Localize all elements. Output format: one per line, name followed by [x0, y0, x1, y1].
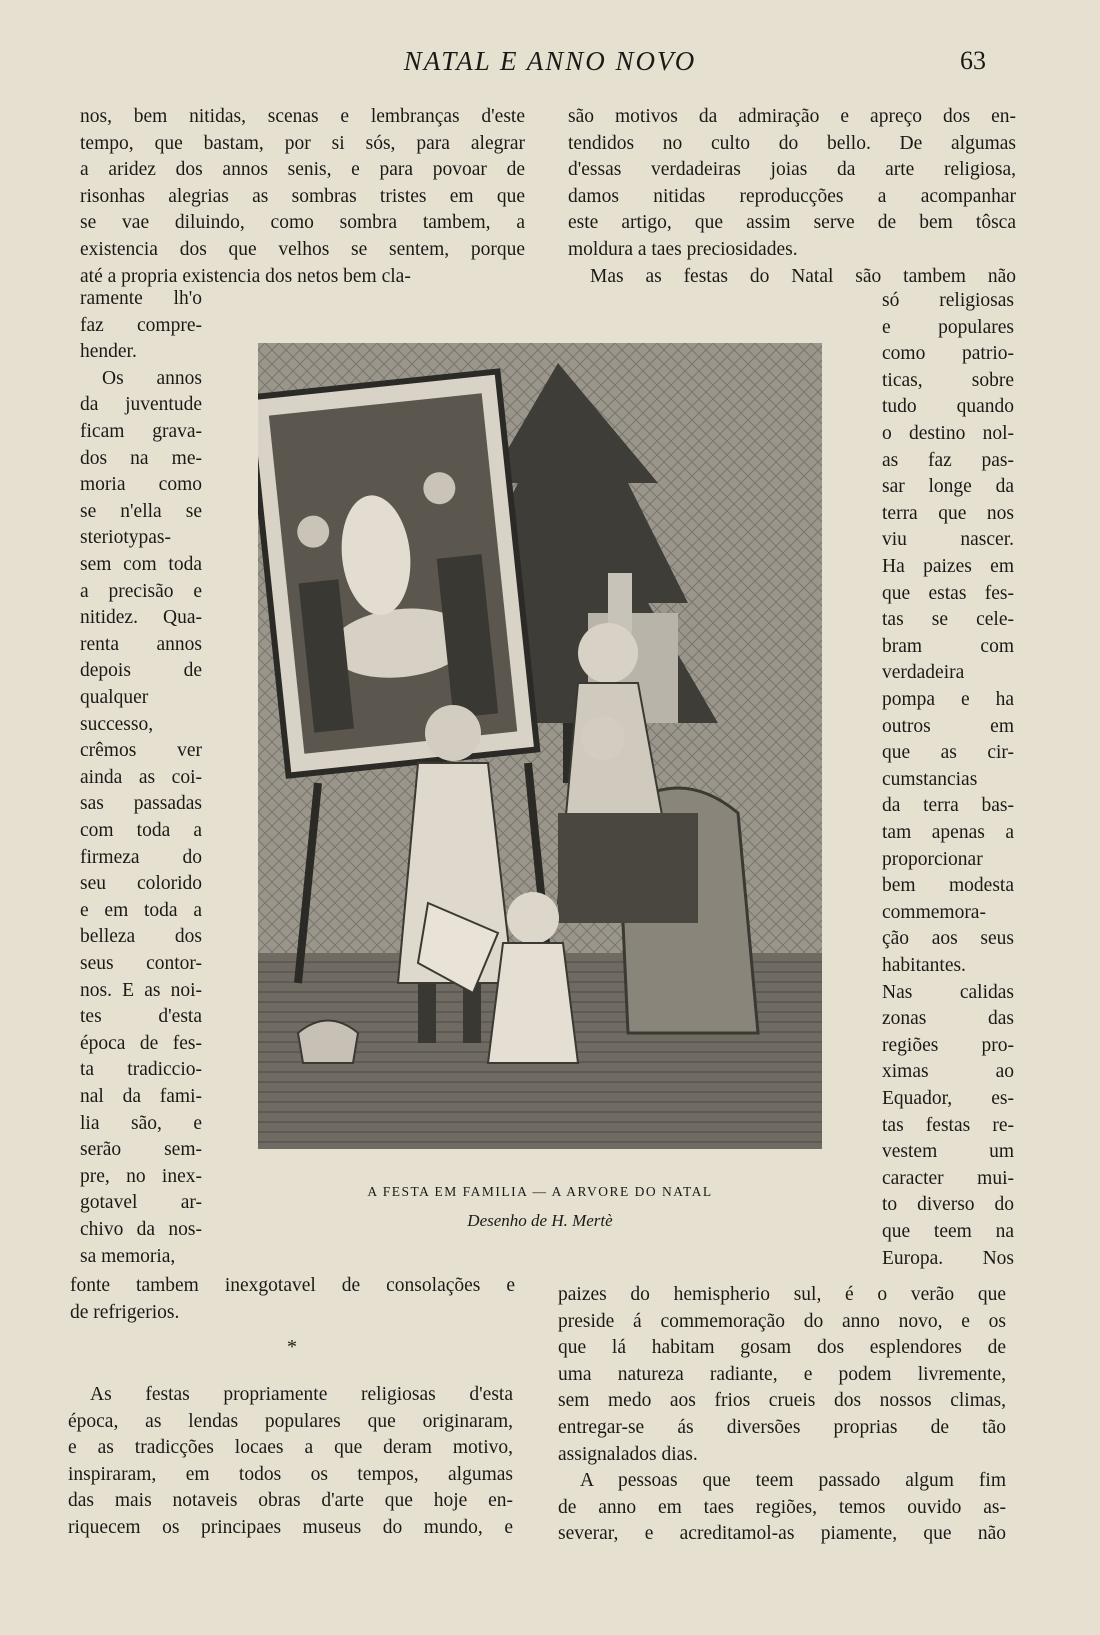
text-line: de anno em taes regiões, temos ouvido as- — [558, 1496, 1006, 1518]
text-line: sar longe da — [882, 476, 1014, 498]
text-line: fonte tambem inexgotavel de consolações e — [70, 1275, 515, 1296]
text-line: sem medo aos frios crueis dos nossos climas, — [558, 1390, 1006, 1412]
text-line: tendidos no culto do bello. De algumas — [568, 132, 1016, 154]
text-line: entregar-se ás diversões proprias de tão — [558, 1417, 1006, 1438]
text-line: damos nitidas reproducções a acompanhar — [568, 185, 1016, 207]
text-line: pre, no inex- — [80, 1165, 202, 1187]
text-line: successo, — [80, 713, 154, 735]
figure-caption-credit: Desenho de H. Mertè — [467, 1211, 613, 1230]
text-line: proporcionar — [882, 848, 983, 870]
text-line: o destino nol- — [882, 423, 1014, 444]
text-line: as faz pas- — [882, 449, 1014, 471]
text-line: Ha paizes em — [882, 556, 1014, 577]
text-line: steriotypas- — [80, 527, 171, 549]
text-line: e em toda a — [80, 899, 202, 921]
text-line: da terra bas- — [882, 795, 1014, 817]
text-line: Mas as festas do Natal são tambem não — [590, 265, 1016, 287]
text-line: existencia dos que velhos se sentem, porque — [80, 239, 525, 260]
text-line: severar, e acreditamol-as piamente, que não — [558, 1523, 1006, 1545]
text-line: ção aos seus — [882, 928, 1014, 950]
text-line: nal da fami- — [80, 1086, 202, 1107]
running-title: NATAL E ANNO NOVO — [403, 46, 697, 76]
text-line: nitidez. Qua- — [80, 607, 202, 629]
text-line: serão sem- — [80, 1139, 202, 1161]
text-line: hender. — [80, 341, 137, 363]
page-number: 63 — [960, 46, 986, 75]
text-line: vestem um — [882, 1141, 1014, 1163]
text-line: commemora- — [882, 901, 986, 923]
text-line: paizes do hemispherio sul, é o verão que — [558, 1284, 1006, 1305]
text-line: dos na me- — [80, 447, 202, 469]
text-line: renta annos — [80, 633, 202, 655]
figure-caption-title: A FESTA EM FAMILIA — A ARVORE DO NATAL — [367, 1184, 713, 1199]
text-line: As festas propriamente religiosas d'esta — [90, 1384, 513, 1405]
text-line: seus contor- — [80, 953, 202, 974]
text-line: bram com — [882, 635, 1014, 657]
text-line: bem modesta — [882, 875, 1014, 897]
text-line: época de fes- — [80, 1032, 202, 1054]
text-line: outros em — [882, 715, 1014, 737]
text-line: tam apenas a — [882, 822, 1014, 843]
text-line: zonas das — [882, 1008, 1014, 1030]
text-line: Equador, es- — [882, 1088, 1014, 1109]
text-line: das mais notaveis obras d'arte que hoje en- — [68, 1490, 513, 1512]
text-line: este artigo, que assim serve de bem tôsca — [568, 212, 1016, 234]
text-line: verdadeira — [882, 662, 965, 684]
text-line: e populares — [882, 316, 1014, 338]
text-line: preside á commemoração do anno novo, e os — [558, 1310, 1006, 1332]
text-line: gotavel ar- — [80, 1192, 202, 1214]
text-line: ficam grava- — [80, 421, 202, 442]
text-line: uma natureza radiante, e podem livremente, — [558, 1363, 1006, 1385]
text-line: crêmos ver — [80, 740, 202, 762]
text-line: tempo, que bastam, por si sós, para alegrar — [80, 132, 525, 154]
text-line: risonhas alegrias as sombras tristes em que — [80, 185, 525, 207]
text-line: Os annos — [102, 367, 202, 389]
text-line: ximas ao — [882, 1061, 1014, 1083]
text-line: tes d'esta — [80, 1006, 202, 1028]
text-line: tas se cele- — [882, 609, 1014, 631]
text-line: que teem na — [882, 1221, 1014, 1242]
text-line: a aridez dos annos senis, e para povoar de — [80, 159, 525, 181]
text-line: ainda as coi- — [80, 766, 202, 788]
text-line: que estas fes- — [882, 582, 1014, 604]
text-line: tudo quando — [882, 396, 1014, 418]
text-line: seu colorido — [80, 873, 202, 895]
text-line: só religiosas — [882, 290, 1014, 311]
text-line: são motivos da admiração e apreço dos en- — [568, 106, 1016, 127]
text-line: Europa. Nos — [882, 1247, 1014, 1269]
text-line: to diverso do — [882, 1194, 1014, 1216]
text-line: ramente lh'o — [80, 288, 202, 309]
text-line: chivo da nos- — [80, 1219, 202, 1240]
text-line: moldura a taes preciosidades. — [568, 239, 798, 260]
text-line: pompa e ha — [882, 689, 1014, 710]
text-line: faz compre- — [80, 314, 202, 336]
text-line: lia são, e — [80, 1112, 202, 1134]
text-line: se vae diluindo, como sombra tambem, a — [80, 212, 525, 234]
text-line: belleza dos — [80, 926, 202, 948]
text-line: habitantes. — [882, 955, 966, 976]
text-line: cumstancias — [882, 768, 978, 790]
section-separator: * — [287, 1336, 297, 1358]
text-line: até a propria existencia dos netos bem cla- — [80, 265, 411, 287]
text-line: e as tradicções locaes a que deram motivo, — [68, 1437, 513, 1459]
text-line: que lá habitam gosam dos esplendores de — [558, 1337, 1006, 1359]
text-line: depois de — [80, 660, 202, 682]
illustration-christmas-family — [258, 343, 822, 1149]
text-line: sas passadas — [80, 793, 202, 815]
text-line: época, as lendas populares que originaram, — [68, 1410, 513, 1432]
text-line: ta tradiccio- — [80, 1059, 202, 1081]
text-line: firmeza do — [80, 846, 202, 868]
text-line: terra que nos — [882, 502, 1014, 524]
text-line: da juventude — [80, 394, 202, 416]
text-line: sem com toda — [80, 554, 202, 575]
engraving-illustration — [258, 343, 822, 1149]
text-line: Nas calidas — [882, 981, 1014, 1003]
text-line: A pessoas que teem passado algum fim — [580, 1470, 1006, 1492]
text-line: nos. E as noi- — [80, 979, 202, 1001]
text-line: inspiraram, em todos os tempos, algumas — [68, 1463, 513, 1485]
text-line: caracter mui- — [882, 1167, 1014, 1189]
text-line: que as cir- — [882, 742, 1014, 764]
text-line: a precisão e — [80, 580, 202, 602]
text-line: tas festas re- — [882, 1114, 1014, 1136]
text-line: viu nascer. — [882, 529, 1014, 551]
text-line: com toda a — [80, 820, 202, 841]
text-line: moria como — [80, 474, 202, 496]
text-line: como patrio- — [882, 343, 1014, 365]
text-line: de refrigerios. — [70, 1301, 180, 1323]
text-line: regiões pro- — [882, 1034, 1014, 1056]
text-line: qualquer — [80, 687, 149, 708]
text-line: sa memoria, — [80, 1245, 176, 1267]
text-line: ticas, sobre — [882, 369, 1014, 391]
text-line: se n'ella se — [80, 500, 202, 522]
text-line: riquecem os principaes museus do mundo, e — [68, 1517, 513, 1538]
text-line: d'essas verdadeiras joias da arte religiosa, — [568, 159, 1016, 181]
text-line: nos, bem nitidas, scenas e lembranças d'este — [80, 106, 525, 127]
text-line: assignalados dias. — [558, 1443, 698, 1465]
